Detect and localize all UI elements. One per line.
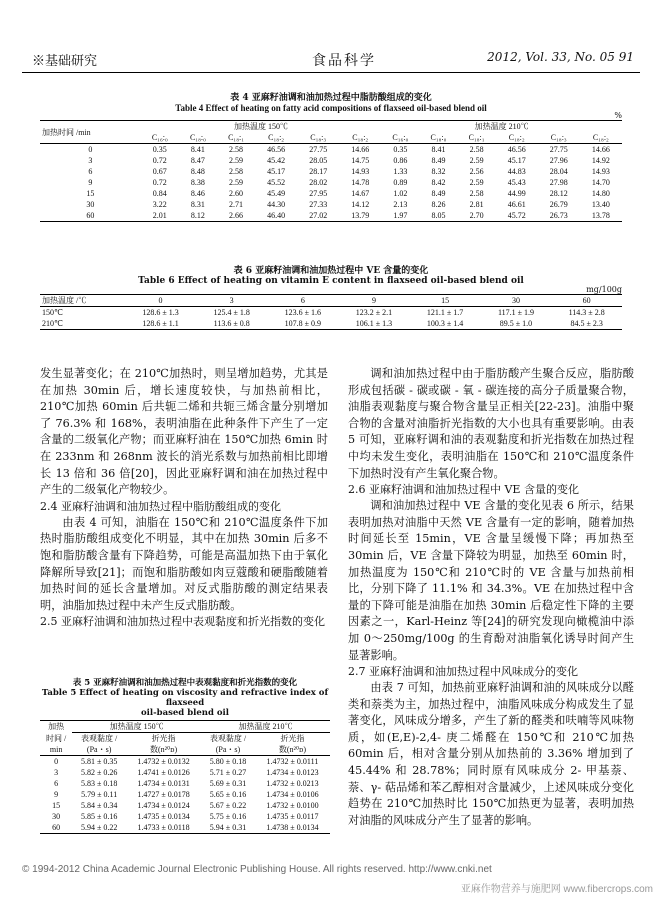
- t4-subcol: C₁₆:₀: [381, 132, 419, 144]
- t4-cell: 3.22: [152, 200, 167, 209]
- t5-cell: 5.94 ± 0.22: [72, 822, 126, 834]
- t4-cell: 14.80: [591, 189, 610, 198]
- t4-cell: 8.26: [431, 200, 446, 209]
- t6-cell: 89.5 ± 1.0: [481, 318, 552, 330]
- t6-cell: 128.6 ± 1.1: [125, 318, 196, 330]
- t4-cell: 14.12: [351, 200, 370, 209]
- table-4-title-en: Table 4 Effect of heating on fatty acid compositions of flaxseed oil-based blend oil: [175, 103, 487, 113]
- t5-cell: 60: [40, 822, 72, 834]
- t4-cell: 8.12: [179, 210, 217, 222]
- t4-cell: 14.66: [591, 145, 610, 154]
- t4-cell: 14.93: [351, 167, 370, 176]
- t5-cell: 1.4735 ± 0.0117: [266, 812, 319, 821]
- table-6-title-en: Table 6 Effect of heating on vitamin E content in flaxseed oil-based blend oil: [138, 276, 524, 286]
- t4-cell: 44.30: [267, 200, 286, 209]
- t5-h-ri-150-unit: 数(n²⁰ᴅ): [126, 744, 201, 756]
- t5-cell: 1.4734 ± 0.0123: [266, 768, 319, 777]
- table-5-title-cn: 表 5 亚麻籽油调和油加热过程中表观黏度和折光指数的变化: [72, 678, 298, 688]
- t5-cell: 5.79 ± 0.11: [81, 790, 118, 799]
- t4-subcol: C₁₈:₁: [217, 132, 255, 144]
- journal-title: 食品科学: [312, 53, 376, 69]
- t4-cell: 8.42: [431, 178, 446, 187]
- t4-cell: 8.48: [190, 167, 205, 176]
- section-2-7-heading: 2.7 亚麻籽油调和油加热过程中风味成分的变化: [348, 665, 578, 679]
- t4-cell: 2.81: [469, 200, 484, 209]
- t4-cell: 0.35: [393, 145, 408, 154]
- table-row: [40, 166, 622, 177]
- t4-cell: 14.67: [351, 189, 370, 198]
- t5-h-visc-150-unit: (Pa・s): [72, 744, 126, 756]
- t4-subcol: C₁₈:₂: [580, 132, 622, 144]
- t5-cell: 1.4734 ± 0.0124: [137, 801, 190, 810]
- t5-group-210: 加热温度 210℃: [201, 721, 330, 733]
- t5-col-time-b: 时间 /: [46, 733, 67, 743]
- t5-cell: 1.4732 ± 0.0100: [266, 801, 319, 810]
- t4-subcol: C₁₈:₃: [538, 132, 580, 144]
- t4-cell: 46.40: [255, 210, 297, 222]
- t4-cell: 46.56: [507, 145, 526, 154]
- table-5-title-en-2: oil-based blend oil: [141, 708, 229, 718]
- t4-cell: 8.05: [419, 210, 457, 222]
- t4-cell: 27.33: [309, 200, 328, 209]
- t4-cell: 15: [86, 189, 95, 198]
- t5-cell: 3: [54, 768, 59, 777]
- right-paragraph-2: 调和油加热过程中 VE 含量的变化见表 6 所示，结果表明加热对油脂中天然 VE 含量有一定的影响，随着加热时间延长至 15min，VE 含量呈缓慢下降；再加热至 30min 后，VE 含量下降较为明显，加热至 60min 时，加热温度为 150℃和 210℃时的 VE 含量与加热前相比，分别下降了 11.1% 和 34.3%。VE 在加热过程中含量的下降可能是油脂在加热 30min 后稳定性下降的主要因素之一，Karl-Heinz 等[24]的研究发现向橄榄油中添加 0～250mg/100g 的生育酚对油脂氧化诱导时间产生显著影响。: [348, 499, 634, 662]
- section-2-4-heading: 2.4 亚麻籽油调和油加热过程中脂肪酸组成的变化: [40, 499, 281, 513]
- t5-h-visc-210-unit: (Pa・s): [201, 744, 255, 756]
- t6-cell: 113.6 ± 0.8: [196, 318, 267, 330]
- t6-header-cell: 0: [125, 295, 196, 307]
- t4-cell: 0.84: [152, 189, 167, 198]
- table-row: [40, 767, 330, 778]
- t6-header-cell: 加热温度 /℃: [40, 295, 125, 307]
- table-5-title-en-1: Table 5 Effect of heating on viscosity and refractive index of flaxseed: [41, 688, 329, 708]
- table-4-unit: %: [614, 111, 622, 120]
- t5-cell: 1.4727 ± 0.0178: [137, 790, 190, 799]
- t4-cell: 2.60: [229, 189, 244, 198]
- t6-cell: 210℃: [40, 318, 125, 330]
- t4-cell: 0.72: [152, 178, 167, 187]
- t5-h-ri-210: 折光指: [280, 734, 305, 743]
- t4-cell: 27.95: [309, 189, 328, 198]
- t4-col-time: 加热时间 /min: [40, 121, 141, 144]
- t4-subcol: C₁₈:₂: [255, 132, 297, 144]
- t5-col-time-c: min: [40, 744, 72, 756]
- t6-cell: 123.6 ± 1.6: [284, 308, 322, 317]
- t4-cell: 27.98: [549, 178, 568, 187]
- t4-cell: 0.67: [152, 167, 167, 176]
- t5-cell: 1.4734 ± 0.0106: [266, 790, 319, 799]
- t5-cell: 1.4741 ± 0.0126: [137, 768, 190, 777]
- t4-cell: 46.56: [267, 145, 286, 154]
- table-row: [40, 811, 330, 822]
- left-paragraph-1: 发生显著变化；在 210℃加热时，则呈增加趋势，尤其是在加热 30min 后，增长速度较快，与加热前相比，210℃加热 60min 后共轭二烯和共轭三烯含量分别增加了 76.3% 和 168%，表明油脂在此种条件下产生了一定含量的二级氧化产物；而亚麻籽油在 150℃加热 6min 时在 233nm 和 268nm 波长的消光系数与加热前相比即增长 13 倍和 36 倍[20]，因此亚麻籽调和油在加热过程中产生的二级氧化产物较少。: [40, 367, 328, 497]
- t6-cell: 114.3 ± 2.8: [568, 308, 605, 317]
- left-column: [40, 366, 328, 630]
- t5-cell: 0: [54, 757, 59, 766]
- t5-cell: 9: [54, 790, 59, 799]
- t6-header-cell: 6: [267, 295, 338, 307]
- t4-cell: 60: [40, 210, 141, 222]
- t4-cell: 1.33: [393, 167, 408, 176]
- left-paragraph-2: 由表 4 可知，油脂在 150℃和 210℃温度条件下加热时脂肪酸组成变化不明显，其中在加热 30min 后多不饱和脂肪酸含量有下降趋势，可能是高温加热下由于氧化降解所导致[21]；而饱和脂肪酸如肉豆蔻酸和硬脂酸随着加热时间的延长含量增加。对反式脂肪酸的测定结果表明，油脂加热过程中未产生反式脂肪酸。: [40, 515, 328, 612]
- t4-cell: 1.02: [393, 189, 408, 198]
- t4-cell: 8.32: [431, 167, 446, 176]
- section-label: ※基础研究: [32, 54, 98, 69]
- watermark: 亚麻作物营养与施肥网 www.fibercrops.com: [460, 884, 653, 895]
- table-row: [40, 144, 622, 156]
- t4-cell: 26.73: [538, 210, 580, 222]
- t4-cell: 26.79: [549, 200, 568, 209]
- t4-cell: 45.72: [496, 210, 538, 222]
- t4-cell: 28.02: [309, 178, 328, 187]
- t6-cell: 117.1 ± 1.9: [497, 308, 535, 317]
- table-row: [40, 199, 622, 210]
- t4-cell: 6: [88, 167, 93, 176]
- t5-cell: 5.84 ± 0.34: [80, 801, 118, 810]
- t4-cell: 14.75: [351, 156, 370, 165]
- table-6: [40, 263, 622, 330]
- t5-cell: 5.65 ± 0.16: [209, 790, 247, 799]
- t5-cell: 5.94 ± 0.31: [201, 822, 255, 834]
- t4-group-210: 加热温度 210℃: [381, 121, 622, 133]
- t4-cell: 45.52: [267, 178, 286, 187]
- t5-h-visc-150: 表观黏度 /: [81, 734, 118, 743]
- section-2-6-heading: 2.6 亚麻籽油调和油加热过程中 VE 含量的变化: [348, 483, 579, 497]
- t6-header-cell: 3: [196, 295, 267, 307]
- t5-cell: 5.80 ± 0.18: [209, 757, 247, 766]
- t4-cell: 44.83: [507, 167, 526, 176]
- t4-cell: 30: [86, 200, 95, 209]
- issue-info: 2012, Vol. 33, No. 05 91: [487, 50, 634, 64]
- t4-subcol: C₁₈:₂: [496, 132, 538, 144]
- t5-cell: 6: [54, 779, 59, 788]
- t4-cell: 2.58: [229, 167, 244, 176]
- t6-cell: 106.1 ± 1.3: [338, 318, 409, 330]
- t5-cell: 5.82 ± 0.26: [80, 768, 118, 777]
- t6-cell: 150℃: [42, 308, 63, 317]
- t6-cell: 125.4 ± 1.8: [213, 308, 250, 317]
- table-header-row: [40, 295, 622, 307]
- t4-cell: 14.66: [351, 145, 370, 154]
- t4-cell: 8.49: [431, 189, 446, 198]
- t4-cell: 3: [88, 156, 93, 165]
- t4-subcol: C₁₈:₂: [339, 132, 381, 144]
- t6-header-cell: 60: [551, 295, 622, 307]
- table-4: [40, 90, 622, 222]
- t4-cell: 27.75: [549, 145, 568, 154]
- t4-cell: 2.13: [393, 200, 408, 209]
- t5-cell: 5.81 ± 0.35: [80, 757, 118, 766]
- t4-cell: 27.75: [309, 145, 328, 154]
- table-5-grid: [40, 720, 330, 834]
- t4-cell: 9: [88, 178, 93, 187]
- copyright-footer: © 1994-2012 China Academic Journal Electronic Publishing House. All rights reserved. http://www.cnki.net: [22, 864, 492, 875]
- t4-cell: 8.38: [190, 178, 205, 187]
- t4-cell: 13.40: [591, 200, 610, 209]
- t4-group-150: 加热温度 150℃: [141, 121, 382, 133]
- t5-cell: 30: [52, 812, 61, 821]
- t4-cell: 8.47: [190, 156, 205, 165]
- section-2-5-heading: 2.5 亚麻籽油调和油加热过程中表观黏度和折光指数的变化: [40, 615, 325, 629]
- t4-subcol: C₁₈:₃: [297, 132, 339, 144]
- t4-cell: 8.49: [431, 156, 446, 165]
- t4-cell: 28.12: [549, 189, 568, 198]
- t6-cell: 107.8 ± 0.9: [267, 318, 338, 330]
- t6-cell: 100.3 ± 1.4: [410, 318, 481, 330]
- t5-cell: 1.4734 ± 0.0131: [137, 779, 190, 788]
- table-4-title-cn: 表 4 亚麻籽油调和油加热过程中脂肪酸组成的变化: [230, 93, 432, 103]
- t4-cell: 14.70: [591, 178, 610, 187]
- table-6-unit: mg/100g: [586, 285, 622, 294]
- table-row: [40, 188, 622, 199]
- t5-h-ri-150: 折光指: [151, 734, 176, 743]
- t4-cell: 28.17: [309, 167, 328, 176]
- t4-cell: 2.58: [469, 189, 484, 198]
- t5-cell: 5.67 ± 0.22: [209, 801, 247, 810]
- t4-cell: 2.59: [229, 156, 244, 165]
- t4-cell: 2.56: [469, 167, 484, 176]
- t5-cell: 1.4738 ± 0.0134: [255, 822, 330, 834]
- t4-cell: 28.05: [309, 156, 328, 165]
- t4-cell: 27.02: [297, 210, 339, 222]
- table-row: [40, 210, 622, 222]
- t5-cell: 5.69 ± 0.31: [209, 779, 247, 788]
- t4-cell: 2.70: [458, 210, 496, 222]
- t4-cell: 0.35: [152, 145, 167, 154]
- table-6-grid: [40, 294, 622, 330]
- t6-header-cell: 9: [338, 295, 409, 307]
- t4-subcol: C₁₈:₀: [179, 132, 217, 144]
- t4-cell: 2.58: [229, 145, 244, 154]
- running-header: [22, 50, 640, 73]
- t4-cell: 13.78: [580, 210, 622, 222]
- t4-cell: 8.46: [190, 189, 205, 198]
- t6-cell: 121.1 ± 1.7: [426, 308, 464, 317]
- t4-cell: 0.72: [152, 156, 167, 165]
- t5-cell: 1.4732 ± 0.0111: [266, 757, 319, 766]
- t4-cell: 2.71: [229, 200, 244, 209]
- t5-cell: 1.4732 ± 0.0213: [266, 779, 319, 788]
- t4-cell: 2.59: [469, 156, 484, 165]
- right-paragraph-1: 调和油加热过程中由于脂肪酸产生聚合反应，脂肪酸形成包括碳 - 碳或碳 - 氧 - 碳连接的高分子质量聚合物，油脂表观黏度与聚合物含量呈正相关[22-23]。油脂中聚合物的含量对油脂折光指数的大小也具有重要影响。由表 5 可知，亚麻籽调和油的表观黏度和折光指数在加热过程中均未发生变化，表明油脂在 150℃和 210℃温度条件下加热时没有产生氧化聚合物。: [348, 367, 634, 480]
- t5-cell: 1.4735 ± 0.0134: [137, 812, 190, 821]
- t4-cell: 8.31: [190, 200, 205, 209]
- t5-group-150: 加热温度 150℃: [72, 721, 201, 733]
- t4-cell: 2.59: [469, 178, 484, 187]
- t4-cell: 2.66: [217, 210, 255, 222]
- t4-cell: 14.93: [591, 167, 610, 176]
- table-row: [40, 822, 330, 834]
- t4-cell: 45.42: [267, 156, 286, 165]
- t4-cell: 0: [88, 145, 93, 154]
- t4-cell: 46.61: [507, 200, 526, 209]
- t4-subcol: C₁₈:₁: [458, 132, 496, 144]
- t6-cell: 84.5 ± 2.3: [551, 318, 622, 330]
- t4-cell: 14.78: [351, 178, 370, 187]
- t5-cell: 5.83 ± 0.18: [80, 779, 118, 788]
- right-paragraph-3: 由表 7 可知，加热前亚麻籽油调和油的风味成分以醛类和萘类为主，加热过程中，油脂风味成分构成发生了显著变化，风味成分增多，产生了新的醛类和呋喃等风味物质，如(E,E)-2,4- 庚二烯醛在 150℃和 210℃加热 60min 后，相对含量分别从加热前的 3.36% 增加到了 45.44% 和 28.78%；同时原有风味成分 2- 甲基萘、萘、γ- 萜品烯和苯乙醇相对含量减少，上述风味成分变化趋势在 210℃加热时比 150℃加热更为显著，表明加热对油脂的风味成分产生了显著的影响。: [348, 681, 634, 827]
- t4-cell: 44.99: [507, 189, 526, 198]
- t4-cell: 2.01: [141, 210, 179, 222]
- t4-cell: 14.92: [591, 156, 610, 165]
- right-column: [348, 366, 634, 829]
- table-row: [40, 155, 622, 166]
- table-row: [40, 789, 330, 800]
- t4-subcol: C₁₈:₀: [419, 132, 457, 144]
- t4-cell: 1.97: [381, 210, 419, 222]
- table-6-title-cn: 表 6 亚麻籽油调和油加热过程中 VE 含量的变化: [233, 266, 429, 276]
- t6-header-cell: 15: [410, 295, 481, 307]
- t5-cell: 15: [52, 801, 61, 810]
- t4-cell: 8.41: [431, 145, 446, 154]
- t4-cell: 0.86: [393, 156, 408, 165]
- table-row: [40, 318, 622, 330]
- table-row: [40, 307, 622, 319]
- t4-cell: 13.79: [339, 210, 381, 222]
- table-5: [40, 676, 330, 834]
- table-row: [40, 177, 622, 188]
- t5-cell: 1.4733 ± 0.0118: [126, 822, 201, 834]
- t5-cell: 1.4732 ± 0.0132: [137, 757, 190, 766]
- t5-cell: 5.85 ± 0.16: [80, 812, 118, 821]
- t5-cell: 5.75 ± 0.16: [209, 812, 247, 821]
- t4-cell: 28.04: [549, 167, 568, 176]
- t6-header-cell: 30: [481, 295, 552, 307]
- t4-cell: 45.43: [507, 178, 526, 187]
- table-row: [40, 756, 330, 768]
- t6-cell: 123.2 ± 2.1: [355, 308, 393, 317]
- t4-cell: 45.17: [507, 156, 526, 165]
- t4-cell: 45.49: [267, 189, 286, 198]
- t4-subcol: C₁₆:₀: [141, 132, 179, 144]
- t4-cell: 8.41: [190, 145, 205, 154]
- t4-cell: 2.58: [469, 145, 484, 154]
- table-row: [40, 778, 330, 789]
- t5-cell: 5.71 ± 0.27: [209, 768, 247, 777]
- t4-cell: 0.89: [393, 178, 408, 187]
- t4-cell: 2.59: [229, 178, 244, 187]
- t5-h-visc-210: 表观黏度 /: [209, 734, 247, 743]
- t4-cell: 27.96: [549, 156, 568, 165]
- t4-cell: 45.17: [267, 167, 286, 176]
- t6-cell: 128.6 ± 1.3: [142, 308, 179, 317]
- t5-col-time-a: 加热: [40, 721, 72, 733]
- table-row: [40, 800, 330, 811]
- t5-h-ri-210-unit: 数(n²⁰ᴅ): [255, 744, 330, 756]
- table-4-grid: [40, 120, 622, 222]
